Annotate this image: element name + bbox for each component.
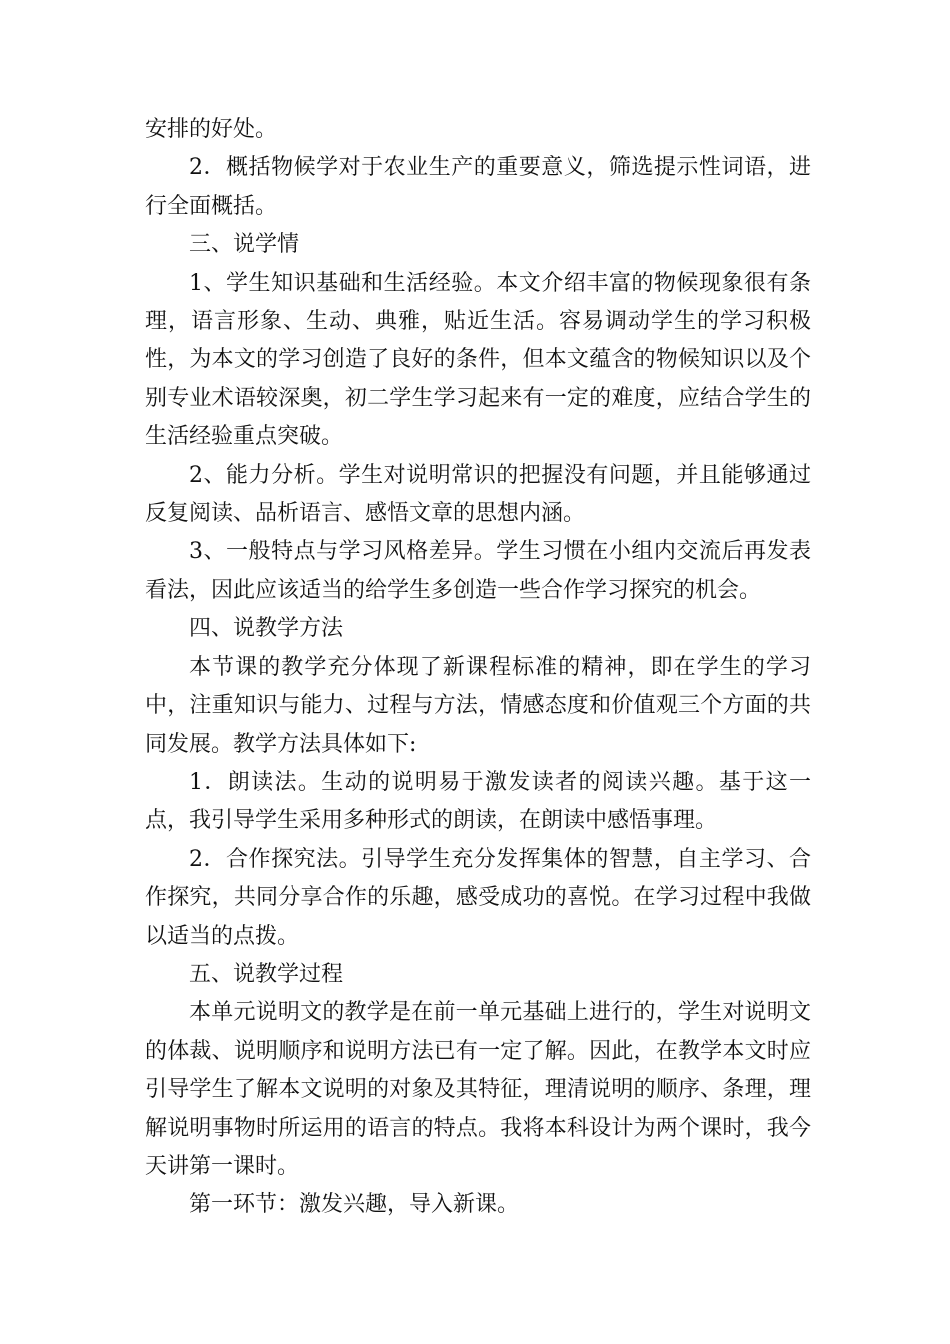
document-body: [145, 111, 811, 1225]
section-heading-teaching-methods: 四、说教学方法: [189, 616, 344, 642]
paragraph-continuation: 安排的好处。: [145, 117, 278, 142]
paragraph-learning-style: 3、一般特点与学习风格差异。学生习惯在小组内交流后再发表看法，因此应该适当的给学生多创造一些合作学习探究的机会。: [145, 539, 811, 603]
paragraph-method-cooperative: 2．合作探究法。引导学生充分发挥集体的智慧，自主学习、合作探究，共同分享合作的乐趣，感受成功的喜悦。在学习过程中我做以适当的点拨。: [145, 846, 811, 949]
paragraph-methods-intro: 本节课的教学充分体现了新课程标准的精神，即在学生的学习中，注重知识与能力、过程与方法，情感态度和价值观三个方面的共同发展。教学方法具体如下:: [145, 654, 811, 757]
section-heading-teaching-process: 五、说教学过程: [189, 961, 344, 987]
paragraph-process-intro: 本单元说明文的教学是在前一单元基础上进行的，学生对说明文的体裁、说明顺序和说明方法已有一定了解。因此，在教学本文时应引导学生了解本文说明的对象及其特征，理清说明的顺序、条理，理解说明事物时所运用的语言的特点。我将本科设计为两个课时，我今天讲第一课时。: [145, 1000, 811, 1179]
paragraph-ability-analysis: 2、能力分析。学生对说明常识的把握没有问题，并且能够通过反复阅读、品析语言、感悟文章的思想内涵。: [145, 462, 811, 527]
paragraph-objective-2: 2．概括物候学对于农业生产的重要意义，筛选提示性词语，进行全面概括。: [145, 155, 811, 219]
section-heading-student-analysis: 三、说学情: [189, 232, 300, 258]
paragraph-method-reading: 1．朗读法。生动的说明易于激发读者的阅读兴趣。基于这一点，我引导学生采用多种形式的朗读，在朗读中感悟事理。: [145, 769, 811, 834]
paragraph-step-one: 第一环节：激发兴趣，导入新课。: [189, 1192, 520, 1218]
paragraph-student-knowledge: 1、学生知识基础和生活经验。本文介绍丰富的物候现象很有条理，语言形象、生动、典雅，贴近生活。容易调动学生的学习积极性，为本文的学习创造了良好的条件，但本文蕴含的物候知识以及个别专业术语较深奥，初二学生学习起来有一定的难度，应结合学生的生活经验重点突破。: [145, 270, 811, 450]
